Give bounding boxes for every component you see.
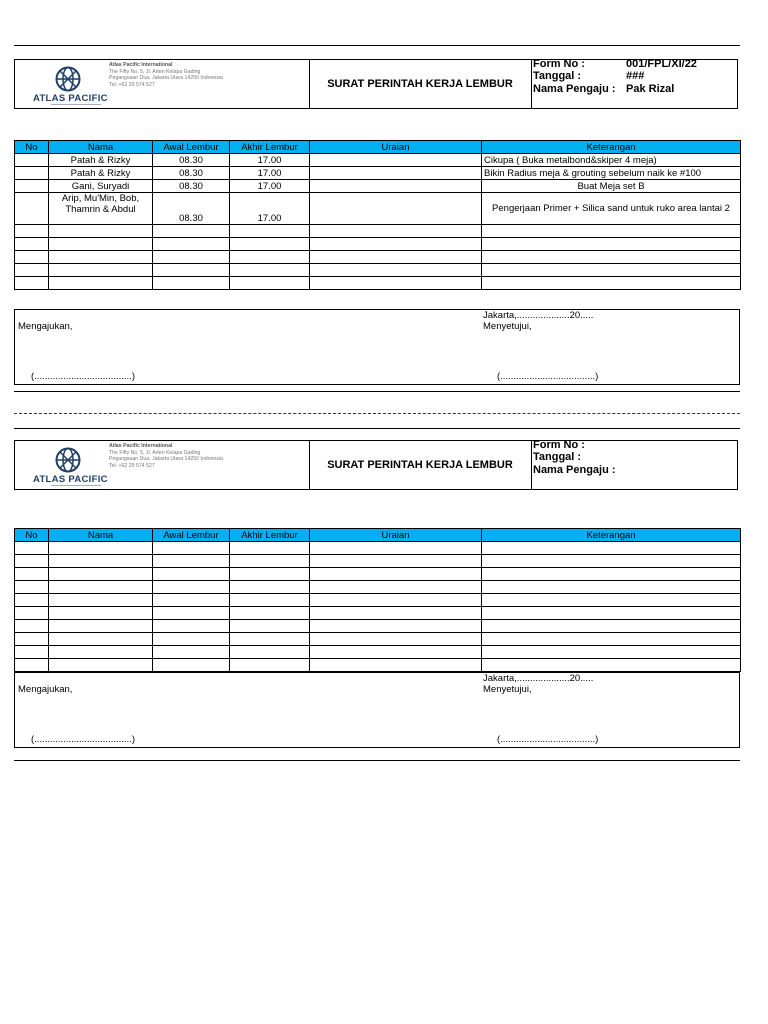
cell-uraian[interactable] (310, 167, 482, 180)
table-row (15, 193, 741, 225)
cell-uraian[interactable] (310, 154, 482, 167)
menyetujui-label: Menyetujui, (483, 684, 532, 695)
table-row-empty (15, 620, 741, 633)
form-title: SURAT PERINTAH KERJA LEMBUR (309, 441, 532, 489)
company-address-line: Pegangsaan Dua, Jakarta Utara 14250 Indonesia (109, 456, 223, 463)
table-row-empty (15, 555, 741, 568)
form-title: SURAT PERINTAH KERJA LEMBUR (309, 60, 532, 108)
signature-blank-left[interactable]: (.....................................) (31, 371, 135, 382)
company-address (109, 62, 223, 88)
cell-nama[interactable] (49, 193, 153, 225)
table-row-empty (15, 646, 741, 659)
cell-no[interactable] (15, 193, 49, 225)
mengajukan-label: Mengajukan, (18, 684, 73, 695)
form-header (14, 59, 738, 109)
signature-block (14, 672, 740, 748)
company-address-line: The Fifty No. 5, Jl. Arteri Kelapa Gading (109, 449, 201, 456)
tanggal-label: Tanggal : (533, 451, 582, 463)
table-row-empty (15, 607, 741, 620)
overtime-table (14, 140, 741, 290)
company-block (15, 60, 310, 108)
place-date-line: Jakarta,....................20..... (483, 673, 594, 684)
col-nama: Nama (49, 529, 153, 542)
table-row-empty (15, 277, 741, 290)
table-row-empty (15, 264, 741, 277)
col-keterangan: Keterangan (482, 141, 741, 154)
cell-awal[interactable]: 08.30 (153, 193, 230, 225)
form-header (14, 440, 738, 490)
overtime-table (14, 528, 741, 672)
company-address-line: The Fifty No. 5, Jl. Arteri Kelapa Gading (109, 68, 201, 75)
table-row (15, 180, 741, 193)
cell-akhir[interactable]: 17.00 (230, 167, 310, 180)
col-awal-lembur: Awal Lembur (153, 529, 230, 542)
company-name: Atlas Pacific International (109, 443, 173, 449)
menyetujui-label: Menyetujui, (483, 321, 532, 332)
table-row-empty (15, 633, 741, 646)
col-akhir-lembur: Akhir Lembur (230, 529, 310, 542)
form-meta (531, 60, 737, 108)
cell-nama[interactable]: Gani, Suryadi (49, 180, 153, 193)
cell-awal[interactable]: 08.30 (153, 154, 230, 167)
signature-blank-right[interactable]: (....................................) (497, 371, 599, 382)
logo-wordmark: ATLAS PACIFIC (33, 474, 108, 485)
col-nama: Nama (49, 141, 153, 154)
company-block (15, 441, 310, 489)
signature-blank-right[interactable]: (....................................) (497, 734, 599, 745)
company-name: Atlas Pacific International (109, 62, 173, 68)
pengaju-label: Nama Pengaju : (533, 83, 616, 95)
col-akhir-lembur: Akhir Lembur (230, 141, 310, 154)
company-phone: Tel: +62 29 574 527 (109, 81, 155, 88)
globe-logo-icon (55, 66, 81, 92)
overtime-form-2 (0, 381, 768, 771)
table-row (15, 167, 741, 180)
tanggal-label: Tanggal : (533, 70, 582, 82)
table-row-empty (15, 238, 741, 251)
signature-block (14, 309, 740, 385)
cell-no[interactable] (15, 180, 49, 193)
form-no-label: Form No : (533, 439, 585, 451)
overtime-form-1 (0, 0, 768, 390)
col-uraian: Uraian (310, 141, 482, 154)
cell-keterangan[interactable]: Bikin Radius meja & grouting sebelum naik ke #100 (482, 167, 741, 180)
company-phone: Tel: +62 29 574 527 (109, 462, 155, 469)
mengajukan-label: Mengajukan, (18, 321, 73, 332)
col-no: No (15, 141, 49, 154)
col-uraian: Uraian (310, 529, 482, 542)
cell-uraian[interactable] (310, 180, 482, 193)
signature-blank-left[interactable]: (.....................................) (31, 734, 135, 745)
cell-nama[interactable]: Patah & Rizky (49, 154, 153, 167)
tanggal-value: ### (626, 70, 645, 82)
cell-akhir[interactable]: 17.00 (230, 193, 310, 225)
table-header-row (15, 529, 741, 542)
table-row-empty (15, 659, 741, 672)
company-address-line: Pegangsaan Dua, Jakarta Utara 14250 Indonesia (109, 75, 223, 82)
col-no: No (15, 529, 49, 542)
cell-keterangan[interactable]: Buat Meja set B (482, 180, 741, 193)
logo-underline (51, 104, 101, 105)
table-row-empty (15, 568, 741, 581)
cell-no[interactable] (15, 167, 49, 180)
form-no-value: 001/FPL/XI/22 (626, 58, 697, 70)
table-header-row (15, 141, 741, 154)
bottom-rule (14, 760, 740, 761)
cell-akhir[interactable]: 17.00 (230, 154, 310, 167)
table-row-empty (15, 542, 741, 555)
table-row-empty (15, 594, 741, 607)
cell-keterangan[interactable]: Pengerjaan Primer + Silica sand untuk ruko area lantai 2 (482, 193, 741, 225)
cell-no[interactable] (15, 154, 49, 167)
logo-underline (51, 485, 101, 486)
cell-nama[interactable]: Patah & Rizky (49, 167, 153, 180)
cell-awal[interactable]: 08.30 (153, 167, 230, 180)
table-row-empty (15, 225, 741, 238)
place-date-line: Jakarta,....................20..... (483, 310, 594, 321)
pengaju-label: Nama Pengaju : (533, 464, 616, 476)
col-keterangan: Keterangan (482, 529, 741, 542)
col-awal-lembur: Awal Lembur (153, 141, 230, 154)
cell-keterangan[interactable]: Cikupa ( Buka metalbond&skiper 4 meja) (482, 154, 741, 167)
table-row-empty (15, 581, 741, 594)
form-no-label: Form No : (533, 58, 585, 70)
table-row (15, 154, 741, 167)
logo-wordmark: ATLAS PACIFIC (33, 93, 108, 104)
form-meta (531, 441, 737, 489)
table-row-empty (15, 251, 741, 264)
company-address (109, 443, 223, 469)
cell-nama-text: Arip, Mu'Min, Bob, Thamrin & Abdul (61, 193, 140, 215)
cell-akhir[interactable]: 17.00 (230, 180, 310, 193)
pengaju-value: Pak Rizal (626, 83, 675, 95)
cell-uraian[interactable] (310, 193, 482, 225)
cell-awal[interactable]: 08.30 (153, 180, 230, 193)
globe-logo-icon (55, 447, 81, 473)
